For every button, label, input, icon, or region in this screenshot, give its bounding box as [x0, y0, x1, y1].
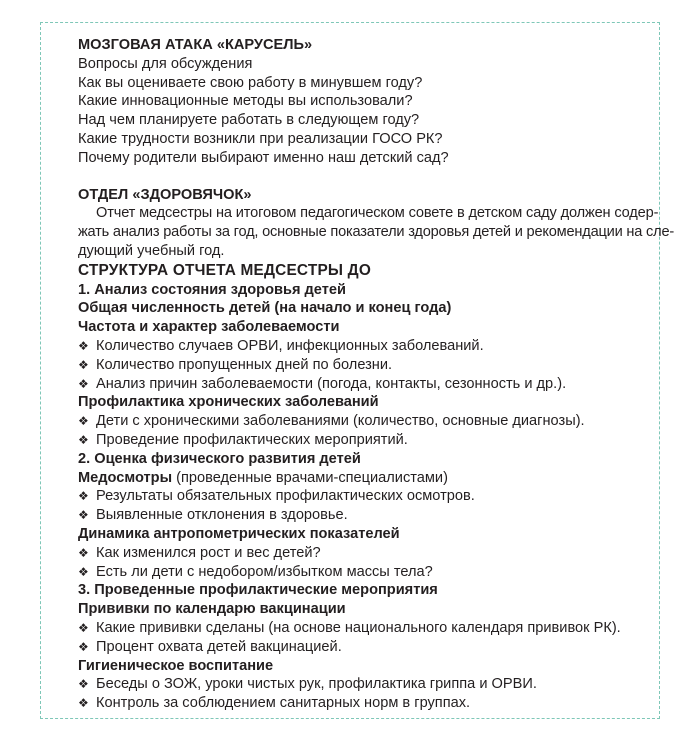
question-line: Над чем планируете работать в следующем году? [78, 112, 420, 129]
subheading: Профилактика хронических заболеваний [78, 394, 379, 411]
diamond-bullet-icon: ❖ [78, 376, 89, 391]
diamond-bullet-icon: ❖ [78, 489, 89, 504]
diamond-bullet-icon: ❖ [78, 696, 89, 711]
list-item: ❖ Какие прививки сделаны (на основе национального календаря прививок РК). [78, 619, 621, 636]
list-item: ❖ Анализ причин заболеваемости (погода, контакты, сезонность и др.). [78, 375, 567, 392]
subheading: Гигиеническое воспитание [78, 657, 274, 674]
subheading: Частота и характер заболеваемости [78, 319, 340, 336]
question-line: Как вы оцениваете свою работу в минувшем году? [78, 74, 423, 91]
list-item: ❖ Количество случаев ОРВИ, инфекционных заболеваний. [78, 337, 484, 354]
section-heading-2: 2. Оценка физического развития детей [78, 450, 361, 467]
diamond-bullet-icon: ❖ [78, 414, 89, 429]
subheading-with-note: Медосмотры (проведенные врачами-специалистами) [78, 469, 448, 486]
list-item: ❖ Дети с хроническими заболеваниями (количество, основные диагнозы). [78, 413, 585, 430]
subheading: Прививки по календарю вакцинации [78, 601, 346, 618]
diamond-bullet-icon: ❖ [78, 677, 89, 692]
list-item: ❖ Процент охвата детей вакцинацией. [78, 638, 342, 655]
list-item: ❖ Проведение профилактических мероприятий. [78, 431, 408, 448]
brainstorm-subtitle: Вопросы для обсуждения [78, 55, 253, 72]
list-item: ❖ Беседы о ЗОЖ, уроки чистых рук, профилактика гриппа и ОРВИ. [78, 676, 537, 693]
diamond-bullet-icon: ❖ [78, 639, 89, 654]
structure-title: СТРУКТУРА ОТЧЕТА МЕДСЕСТРЫ ДО [78, 261, 372, 279]
list-item: ❖ Есть ли дети с недобором/избытком массы тела? [78, 563, 433, 580]
diamond-bullet-icon: ❖ [78, 432, 89, 447]
subheading: Общая численность детей (на начало и конец года) [78, 300, 452, 317]
document-body [78, 36, 675, 713]
question-line: Почему родители выбирают именно наш детский сад? [78, 149, 449, 166]
list-item: ❖ Выявленные отклонения в здоровье. [78, 507, 348, 524]
question-line: Какие трудности возникли при реализации ГОСО РК? [78, 130, 443, 147]
diamond-bullet-icon: ❖ [78, 545, 89, 560]
diamond-bullet-icon: ❖ [78, 564, 89, 579]
section-heading-1: 1. Анализ состояния здоровья детей [78, 281, 346, 298]
list-item: ❖ Контроль за соблюдением санитарных норм в группах. [78, 695, 471, 712]
question-line: Какие инновационные методы вы использовали? [78, 93, 413, 110]
department-title: ОТДЕЛ «ЗДОРОВЯЧОК» [78, 186, 252, 203]
paragraph-line: Отчет медсестры на итоговом педагогическом совете в детском саду должен содер- [96, 205, 659, 222]
brainstorm-title: МОЗГОВАЯ АТАКА «КАРУСЕЛЬ» [78, 37, 313, 53]
list-item: ❖ Как изменился рост и вес детей? [78, 544, 321, 561]
diamond-bullet-icon: ❖ [78, 508, 89, 523]
diamond-bullet-icon: ❖ [78, 620, 89, 635]
subheading: Динамика антропометрических показателей [78, 525, 400, 542]
list-item: ❖ Количество пропущенных дней по болезни. [78, 356, 393, 373]
diamond-bullet-icon: ❖ [78, 338, 89, 353]
diamond-bullet-icon: ❖ [78, 357, 89, 372]
list-item: ❖ Результаты обязательных профилактических осмотров. [78, 488, 475, 505]
section-heading-3: 3. Проведенные профилактические мероприятия [78, 582, 438, 599]
paragraph-line: дующий учебный год. [78, 242, 225, 259]
paragraph-line: жать анализ работы за год, основные показатели здоровья детей и рекомендации на сле- [78, 224, 675, 241]
